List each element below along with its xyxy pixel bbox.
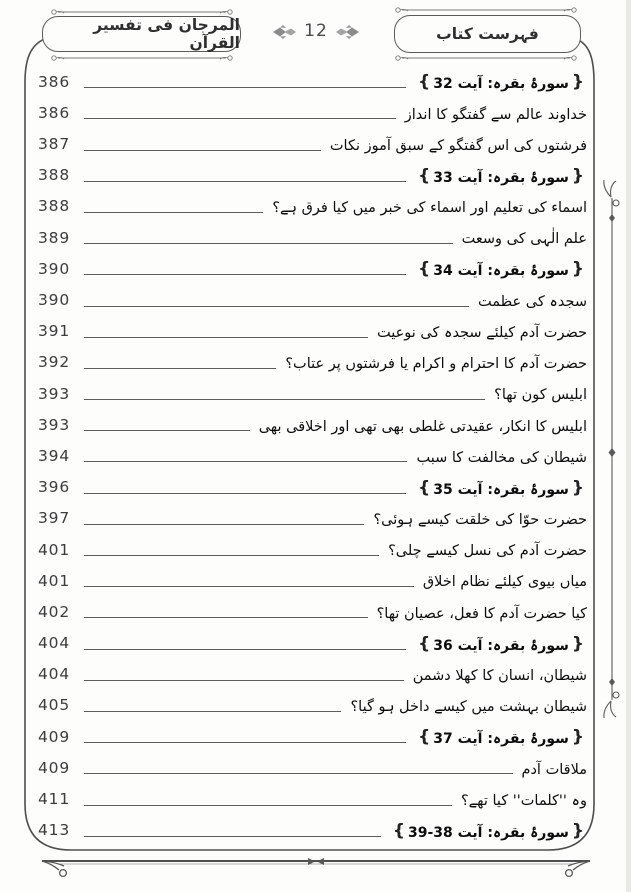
toc-page-number: 409 bbox=[38, 727, 70, 746]
toc-row bbox=[38, 750, 587, 781]
page-number: 12 bbox=[304, 21, 328, 41]
toc-entry bbox=[462, 229, 587, 251]
toc-page-number: 393 bbox=[38, 415, 70, 434]
toc-row bbox=[38, 251, 587, 282]
section-brace-close: } bbox=[571, 477, 584, 498]
section-brace-close: } bbox=[571, 165, 584, 186]
toc-page-number: 402 bbox=[38, 602, 70, 621]
toc-entry bbox=[415, 165, 587, 189]
toc-page-number: 396 bbox=[38, 478, 70, 497]
toc-page-number: 401 bbox=[38, 571, 70, 590]
toc-entry bbox=[415, 477, 587, 501]
toc-entry-title: سورۂ بقرہ: آیت 32 bbox=[433, 76, 569, 93]
book-title: المرجان فی تفسیر القرآن bbox=[93, 16, 240, 52]
toc-page-number: 413 bbox=[38, 821, 70, 840]
toc-entry-title: ابلیس کون تھا؟ bbox=[494, 387, 587, 404]
toc-entry-title: سورۂ بقرہ: آیت 33 bbox=[433, 169, 569, 186]
toc-entry-title: حضرت آدم کا احترام و اکرام یا فرشتوں پر عتاب؟ bbox=[285, 356, 587, 373]
toc-entry-title: شیطان کی مخالفت کا سبب bbox=[416, 449, 587, 466]
section-brace-close: } bbox=[571, 727, 584, 748]
leader-line bbox=[84, 649, 406, 650]
toc-page-number: 405 bbox=[38, 696, 70, 715]
toc-page-number: 393 bbox=[38, 384, 70, 403]
toc-list bbox=[38, 64, 587, 844]
toc-entry bbox=[259, 417, 587, 439]
toc-row bbox=[38, 719, 587, 750]
toc-row bbox=[38, 438, 587, 469]
toc-row bbox=[38, 189, 587, 220]
leader-line bbox=[84, 306, 469, 307]
leader-line bbox=[84, 212, 263, 213]
toc-page-number: 387 bbox=[38, 135, 70, 154]
leader-line bbox=[84, 399, 485, 400]
toc-entry bbox=[413, 666, 587, 688]
bottom-ornament-rule bbox=[42, 858, 590, 876]
toc-entry-title: اسماء کی تعلیم اور اسماء کی خبر میں کیا فرق ہے؟ bbox=[272, 200, 587, 217]
leader-line bbox=[84, 150, 321, 151]
toc-row bbox=[38, 657, 587, 688]
toc-entry bbox=[423, 572, 587, 594]
leader-line bbox=[84, 243, 453, 244]
section-brace-open: { bbox=[418, 477, 431, 498]
toc-entry bbox=[415, 633, 587, 657]
toc-entry-title: سورۂ بقرہ: آیت 34 bbox=[433, 263, 569, 280]
leader-line bbox=[84, 805, 452, 806]
section-brace-open: { bbox=[418, 259, 431, 280]
toc-entry bbox=[377, 323, 587, 345]
toc-entry-title: ملاقات آدم bbox=[521, 761, 587, 778]
toc-row bbox=[38, 781, 587, 812]
toc-entry-title: خداوند عالم سے گفتگو کا انداز bbox=[404, 106, 587, 123]
leader-line bbox=[84, 87, 406, 88]
leader-line bbox=[84, 181, 406, 182]
book-title-box bbox=[42, 16, 241, 52]
toc-entry-title: میاں بیوی کیلئے نظام اخلاق bbox=[422, 574, 587, 591]
toc-entry bbox=[415, 74, 587, 95]
toc-entry-title: شیطان بہشت میں کیسے داخل ہو گیا؟ bbox=[350, 699, 587, 716]
leader-line bbox=[84, 680, 404, 681]
leader-line bbox=[84, 368, 276, 369]
toc-entry-title: کیا حضرت آدم کا فعل، عصیان تھا؟ bbox=[376, 605, 587, 622]
section-brace-close: } bbox=[571, 72, 584, 93]
toc-row bbox=[38, 64, 587, 95]
toc-row bbox=[38, 345, 587, 376]
toc-page-number: 397 bbox=[38, 509, 70, 528]
toc-entry-title: سجدہ کی عظمت bbox=[478, 293, 587, 310]
toc-page-number: 390 bbox=[38, 259, 70, 278]
toc-entry bbox=[522, 760, 588, 782]
contents-title: فہرست کتاب bbox=[436, 25, 539, 43]
toc-row bbox=[38, 813, 587, 844]
leader-line bbox=[84, 337, 368, 338]
section-brace-open: { bbox=[418, 633, 431, 654]
toc-page-number: 411 bbox=[38, 790, 70, 808]
toc-page-number: 394 bbox=[38, 446, 70, 465]
toc-page-number: 392 bbox=[38, 353, 70, 372]
toc-entry bbox=[373, 510, 587, 532]
toc-entry-title: حضرت آدم کیلئے سجدہ کی نوعیت bbox=[376, 324, 587, 341]
leader-line bbox=[84, 586, 414, 587]
toc-entry bbox=[388, 541, 587, 563]
toc-entry-title: وہ ''کلمات'' کیا تھے؟ bbox=[460, 792, 587, 809]
toc-entry bbox=[330, 136, 587, 158]
toc-entry-title: حضرت حوّا کی خلقت کیسے ہوئی؟ bbox=[373, 512, 587, 529]
toc-entry-title: شیطان، انسان کا کھلا دشمن bbox=[412, 668, 587, 684]
toc-row bbox=[38, 282, 587, 313]
toc-page-number: 386 bbox=[38, 103, 70, 122]
leader-line bbox=[84, 742, 406, 743]
toc-page-number: 389 bbox=[38, 228, 70, 247]
toc-entry bbox=[405, 105, 587, 127]
toc-entry-title: سورۂ بقرہ: آیت 35 bbox=[433, 481, 569, 498]
toc-row bbox=[38, 126, 587, 157]
section-brace-close: } bbox=[571, 259, 584, 280]
toc-entry bbox=[416, 448, 587, 470]
section-brace-open: { bbox=[418, 727, 431, 748]
toc-entry-title: سورۂ بقرہ: آیت 36 bbox=[433, 637, 569, 654]
toc-row bbox=[38, 158, 587, 189]
toc-row bbox=[38, 594, 587, 625]
toc-entry bbox=[377, 604, 587, 626]
leader-line bbox=[84, 274, 406, 275]
leader-line bbox=[84, 118, 396, 119]
section-brace-open: { bbox=[418, 72, 431, 93]
toc-entry-title: حضرت آدم کی نسل کیسے چلی؟ bbox=[388, 543, 587, 560]
leader-line bbox=[84, 493, 406, 494]
toc-row bbox=[38, 532, 587, 563]
section-brace-open: { bbox=[418, 165, 431, 186]
leader-line bbox=[84, 617, 368, 618]
leader-line bbox=[84, 711, 341, 712]
toc-row bbox=[38, 688, 587, 719]
contents-title-box bbox=[394, 15, 581, 53]
leader-line bbox=[84, 524, 364, 525]
toc-entry bbox=[272, 198, 587, 220]
section-brace-close: } bbox=[571, 633, 584, 654]
toc-page-number: 390 bbox=[38, 291, 70, 309]
toc-page-number: 401 bbox=[38, 540, 70, 559]
section-brace-open: { bbox=[392, 820, 405, 841]
toc-page-number: 386 bbox=[38, 72, 70, 91]
toc-row bbox=[38, 314, 587, 345]
toc-page-number: 388 bbox=[38, 166, 70, 185]
toc-row bbox=[38, 469, 587, 500]
toc-row bbox=[38, 625, 587, 656]
toc-entry-title: علم الٰہی کی وسعت bbox=[461, 231, 587, 248]
toc-entry-title: ابلیس کا انکار، عقیدتی غلطی بھی تھی اور اخلاقی بھی bbox=[258, 418, 587, 435]
section-brace-close: } bbox=[571, 820, 584, 841]
toc-entry bbox=[494, 385, 587, 407]
toc-page-number: 391 bbox=[38, 322, 70, 341]
toc-page-number: 404 bbox=[38, 634, 70, 653]
leader-line bbox=[84, 555, 379, 556]
toc-entry bbox=[390, 820, 587, 844]
toc-row bbox=[38, 563, 587, 594]
leader-line bbox=[84, 461, 407, 462]
toc-entry bbox=[478, 292, 587, 314]
toc-row bbox=[38, 501, 587, 532]
toc-row bbox=[38, 376, 587, 407]
toc-row bbox=[38, 95, 587, 126]
toc-entry-title: سورۂ بقرہ: آیت 37 bbox=[433, 731, 569, 748]
toc-page-number: 409 bbox=[38, 758, 70, 777]
toc-row bbox=[38, 220, 587, 251]
toc-entry bbox=[415, 261, 587, 282]
toc-entry-title: فرشتوں کی اس گفتگو کے سبق آموز نکات bbox=[329, 137, 587, 154]
leader-line bbox=[84, 430, 250, 431]
toc-entry bbox=[350, 697, 587, 719]
toc-entry-title: سورۂ بقرہ: آیت 38-39 bbox=[407, 824, 569, 841]
leader-line bbox=[84, 836, 381, 837]
leader-line bbox=[84, 773, 513, 774]
toc-page-number: 388 bbox=[38, 197, 70, 216]
right-edge-ornament bbox=[604, 180, 619, 718]
toc-page-number: 404 bbox=[38, 665, 70, 684]
toc-entry bbox=[415, 729, 587, 750]
toc-entry bbox=[461, 791, 587, 813]
toc-row bbox=[38, 407, 587, 438]
toc-entry bbox=[285, 354, 587, 376]
